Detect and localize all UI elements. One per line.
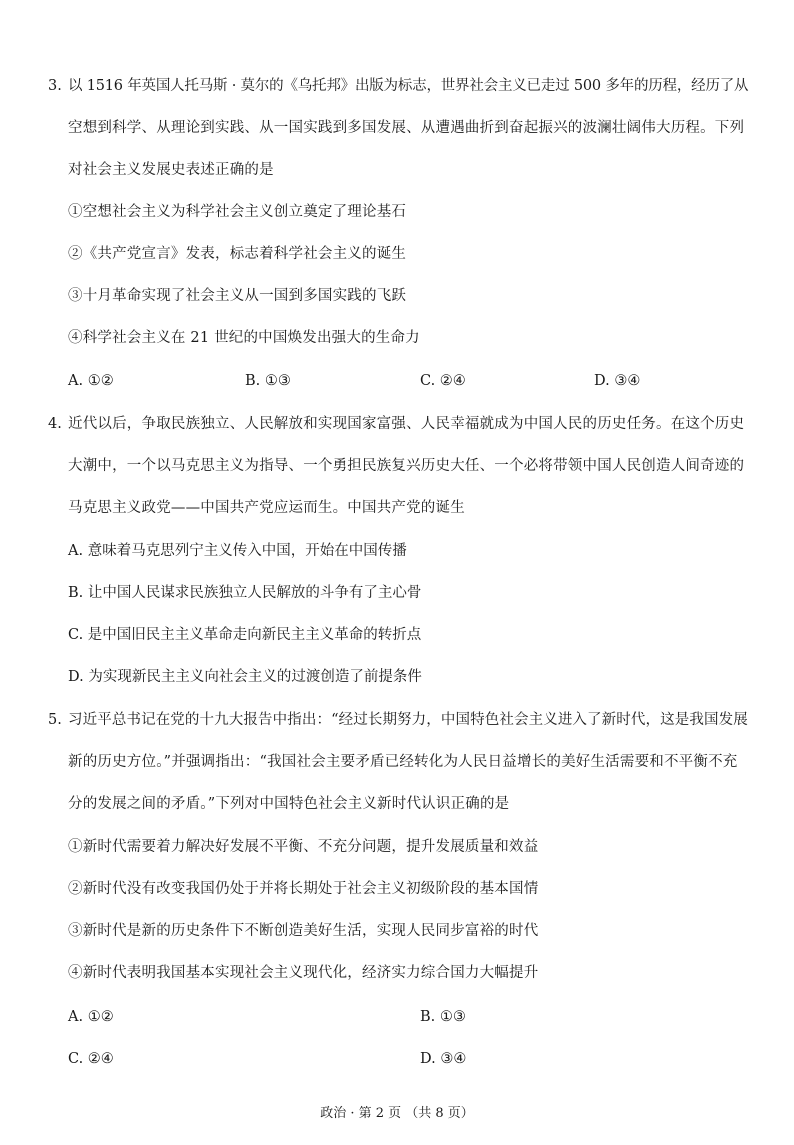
question-5-stem-line-1: 习近平总书记在党的十九大报告中指出：“经过长期努力，中国特色社会主义进入了新时代，这是我国发展 (68, 712, 748, 728)
question-3-stem-line-2: 空想到科学、从理论到实践、从一国实践到多国发展、从遭遇曲折到奋起振兴的波澜壮阔伟大历程。下列 (68, 120, 745, 136)
question-3-option-c[interactable]: C. ②④ (420, 373, 466, 389)
question-3-number: 3. (48, 78, 62, 94)
page-footer: 政治 · 第 2 页 （共 8 页） (320, 1106, 474, 1121)
question-5-statement-3: ③新时代是新的历史条件下不断创造美好生活，实现人民同步富裕的时代 (68, 923, 539, 939)
question-5-statement-2: ②新时代没有改变我国仍处于并将长期处于社会主义初级阶段的基本国情 (68, 881, 539, 897)
question-4-option-a[interactable]: A. 意味着马克思列宁主义传入中国，开始在中国传播 (68, 543, 407, 559)
question-4-option-c[interactable]: C. 是中国旧民主主义革命走向新民主主义革命的转折点 (68, 627, 422, 643)
question-3-option-a[interactable]: A. ①② (68, 373, 114, 389)
question-4-option-b[interactable]: B. 让中国人民谋求民族独立人民解放的斗争有了主心骨 (68, 585, 422, 601)
question-3-stem-line-3: 对社会主义发展史表述正确的是 (68, 162, 274, 178)
question-4-number: 4. (48, 416, 62, 432)
question-3-statement-2: ②《共产党宣言》发表，标志着科学社会主义的诞生 (68, 246, 407, 262)
question-3-statement-3: ③十月革命实现了社会主义从一国到多国实践的飞跃 (68, 288, 407, 304)
question-4-option-d[interactable]: D. 为实现新民主主义向社会主义的过渡创造了前提条件 (68, 669, 422, 685)
question-3-option-b[interactable]: B. ①③ (245, 373, 291, 389)
question-4-stem-line-1: 近代以后，争取民族独立、人民解放和实现国家富强、人民幸福就成为中国人民的历史任务。在这个历史 (68, 416, 745, 432)
question-5-stem-line-2: 新的历史方位。”并强调指出：“我国社会主要矛盾已经转化为人民日益增长的美好生活需要和不平衡不充 (68, 754, 738, 770)
question-5-stem-line-3: 分的发展之间的矛盾。”下列对中国特色社会主义新时代认识正确的是 (68, 796, 510, 812)
question-5-number: 5. (48, 712, 62, 728)
question-5-option-d[interactable]: D. ③④ (420, 1051, 467, 1067)
question-5-statement-4: ④新时代表明我国基本实现社会主义现代化，经济实力综合国力大幅提升 (68, 965, 539, 981)
question-4-stem-line-2: 大潮中，一个以马克思主义为指导、一个勇担民族复兴历史大任、一个必将带领中国人民创造人间奇迹的 (68, 458, 745, 474)
question-3-stem-line-1: 以 1516 年英国人托马斯 · 莫尔的《乌托邦》出版为标志，世界社会主义已走过 500 多年的历程，经历了从 (68, 78, 749, 94)
question-5-option-b[interactable]: B. ①③ (420, 1009, 466, 1025)
question-5-statement-1: ①新时代需要着力解决好发展不平衡、不充分问题，提升发展质量和效益 (68, 839, 539, 855)
question-3-statement-4: ④科学社会主义在 21 世纪的中国焕发出强大的生命力 (68, 330, 420, 346)
question-4-stem-line-3: 马克思主义政党——中国共产党应运而生。中国共产党的诞生 (68, 500, 465, 516)
question-3-statement-1: ①空想社会主义为科学社会主义创立奠定了理论基石 (68, 204, 407, 220)
question-3-option-d[interactable]: D. ③④ (594, 373, 641, 389)
question-5-option-c[interactable]: C. ②④ (68, 1051, 114, 1067)
question-5-option-a[interactable]: A. ①② (68, 1009, 114, 1025)
